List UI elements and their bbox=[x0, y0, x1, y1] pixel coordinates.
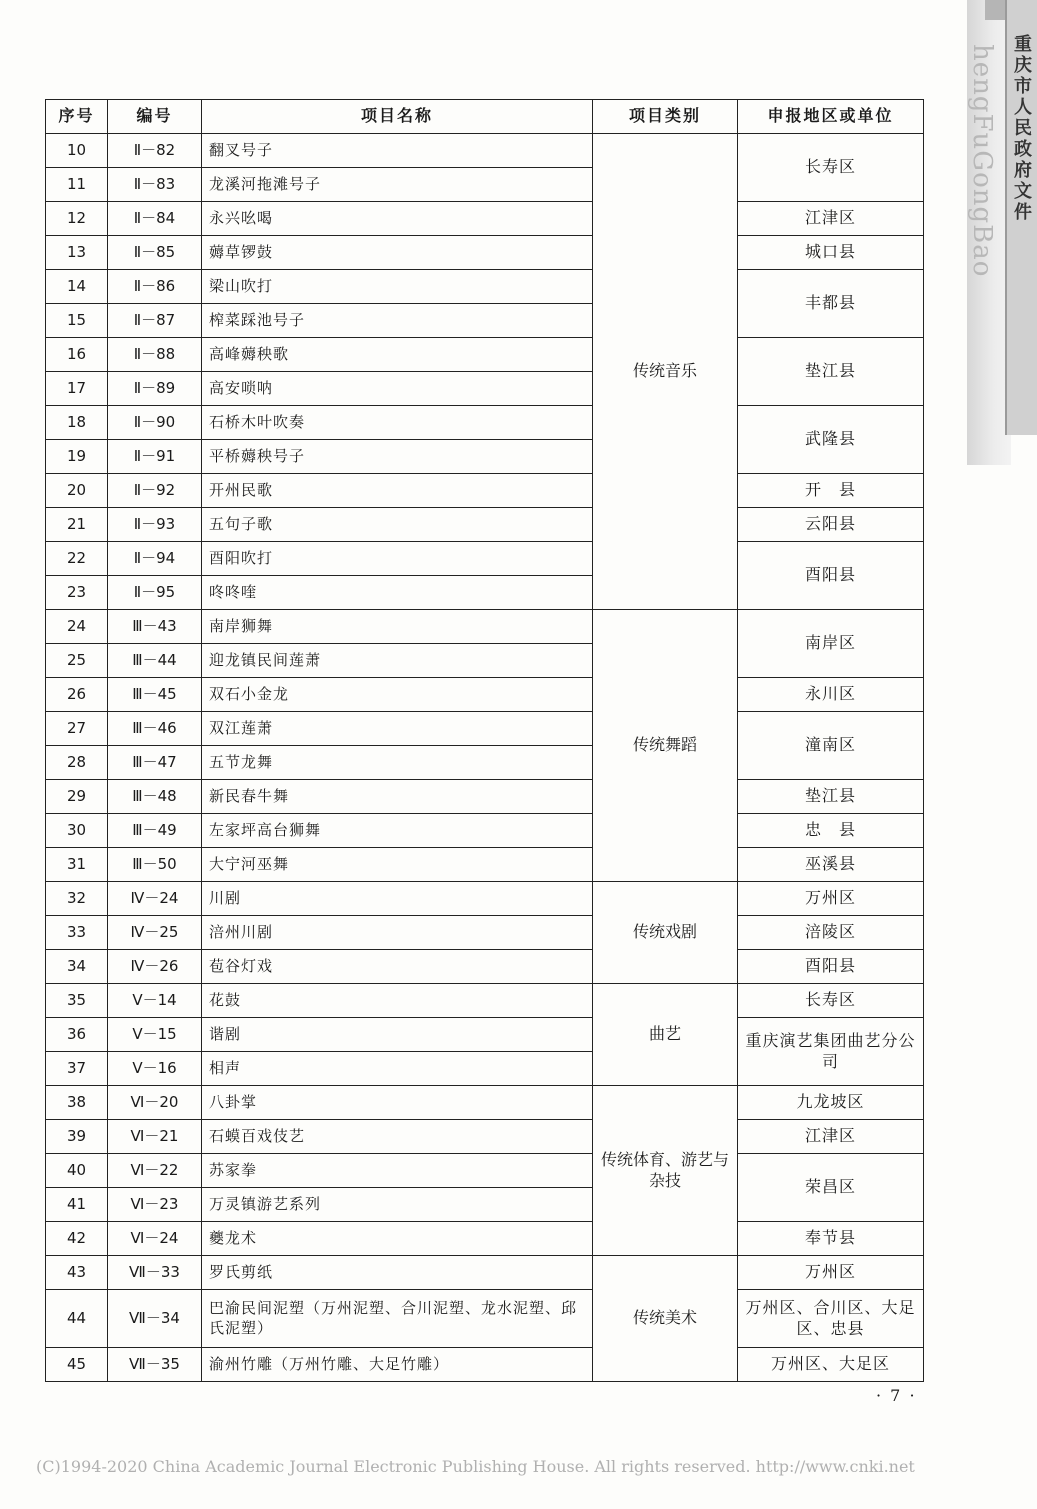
row-code: Ⅶ－34 bbox=[108, 1290, 202, 1348]
row-project-name: 酉阳吹打 bbox=[202, 542, 593, 576]
row-code: Ⅲ－44 bbox=[108, 644, 202, 678]
row-project-name: 罗氏剪纸 bbox=[202, 1256, 593, 1290]
row-region: 长寿区 bbox=[738, 984, 924, 1018]
row-serial: 38 bbox=[46, 1086, 108, 1120]
table-row bbox=[46, 508, 924, 542]
row-serial: 40 bbox=[46, 1154, 108, 1188]
table-row bbox=[46, 848, 924, 882]
row-project-name: 川剧 bbox=[202, 882, 593, 916]
row-region: 巫溪县 bbox=[738, 848, 924, 882]
row-project-name: 榨菜踩池号子 bbox=[202, 304, 593, 338]
row-project-name: 相声 bbox=[202, 1052, 593, 1086]
row-code: Ⅱ－87 bbox=[108, 304, 202, 338]
table-row bbox=[46, 610, 924, 644]
row-serial: 11 bbox=[46, 168, 108, 202]
row-serial: 35 bbox=[46, 984, 108, 1018]
row-serial: 17 bbox=[46, 372, 108, 406]
row-project-name: 八卦掌 bbox=[202, 1086, 593, 1120]
row-project-name: 五句子歌 bbox=[202, 508, 593, 542]
row-serial: 25 bbox=[46, 644, 108, 678]
row-region: 潼南区 bbox=[738, 712, 924, 780]
row-region: 垫江县 bbox=[738, 338, 924, 406]
row-region: 长寿区 bbox=[738, 134, 924, 202]
table-row bbox=[46, 1086, 924, 1120]
side-tab-chinese-title: 重庆市人民政府文件 bbox=[1011, 34, 1032, 223]
row-region: 江津区 bbox=[738, 1120, 924, 1154]
row-code: Ⅲ－43 bbox=[108, 610, 202, 644]
row-code: Ⅲ－48 bbox=[108, 780, 202, 814]
table-row bbox=[46, 1348, 924, 1382]
row-project-name: 花鼓 bbox=[202, 984, 593, 1018]
table-row bbox=[46, 984, 924, 1018]
row-code: Ⅲ－47 bbox=[108, 746, 202, 780]
row-serial: 39 bbox=[46, 1120, 108, 1154]
row-project-name: 咚咚喹 bbox=[202, 576, 593, 610]
row-code: Ⅵ－20 bbox=[108, 1086, 202, 1120]
row-code: Ⅶ－33 bbox=[108, 1256, 202, 1290]
row-region: 云阳县 bbox=[738, 508, 924, 542]
row-project-name: 左家坪高台狮舞 bbox=[202, 814, 593, 848]
row-serial: 32 bbox=[46, 882, 108, 916]
table-row bbox=[46, 134, 924, 168]
row-code: Ⅱ－90 bbox=[108, 406, 202, 440]
row-code: Ⅲ－45 bbox=[108, 678, 202, 712]
row-serial: 15 bbox=[46, 304, 108, 338]
table-row bbox=[46, 338, 924, 372]
table-row bbox=[46, 202, 924, 236]
table-row bbox=[46, 1018, 924, 1052]
row-project-name: 永兴吆喝 bbox=[202, 202, 593, 236]
row-code: Ⅴ－15 bbox=[108, 1018, 202, 1052]
row-project-name: 双石小金龙 bbox=[202, 678, 593, 712]
row-serial: 23 bbox=[46, 576, 108, 610]
row-code: Ⅱ－95 bbox=[108, 576, 202, 610]
row-region: 万州区 bbox=[738, 1256, 924, 1290]
row-serial: 30 bbox=[46, 814, 108, 848]
row-code: Ⅵ－22 bbox=[108, 1154, 202, 1188]
header-project-name: 项目名称 bbox=[202, 100, 593, 134]
row-code: Ⅱ－93 bbox=[108, 508, 202, 542]
row-serial: 36 bbox=[46, 1018, 108, 1052]
row-code: Ⅲ－50 bbox=[108, 848, 202, 882]
row-code: Ⅳ－25 bbox=[108, 916, 202, 950]
row-serial: 12 bbox=[46, 202, 108, 236]
row-project-name: 石桥木叶吹奏 bbox=[202, 406, 593, 440]
row-project-name: 薅草锣鼓 bbox=[202, 236, 593, 270]
row-serial: 26 bbox=[46, 678, 108, 712]
row-project-name: 苞谷灯戏 bbox=[202, 950, 593, 984]
row-serial: 13 bbox=[46, 236, 108, 270]
table-row bbox=[46, 1290, 924, 1348]
side-tab bbox=[957, 0, 1037, 465]
row-project-name: 南岸狮舞 bbox=[202, 610, 593, 644]
row-project-name: 巴渝民间泥塑（万州泥塑、合川泥塑、龙水泥塑、邱氏泥塑） bbox=[202, 1290, 593, 1348]
row-code: Ⅲ－46 bbox=[108, 712, 202, 746]
row-region: 万州区、大足区 bbox=[738, 1348, 924, 1382]
table-row bbox=[46, 1154, 924, 1188]
row-region: 荣昌区 bbox=[738, 1154, 924, 1222]
row-project-name: 石蟆百戏伎艺 bbox=[202, 1120, 593, 1154]
page-number: · 7 · bbox=[876, 1386, 917, 1405]
row-code: Ⅱ－88 bbox=[108, 338, 202, 372]
row-project-name: 高峰薅秧歌 bbox=[202, 338, 593, 372]
row-region: 酉阳县 bbox=[738, 542, 924, 610]
table-row bbox=[46, 1256, 924, 1290]
row-category: 传统美术 bbox=[593, 1256, 738, 1382]
row-region: 开 县 bbox=[738, 474, 924, 508]
row-serial: 27 bbox=[46, 712, 108, 746]
row-project-name: 涪州川剧 bbox=[202, 916, 593, 950]
row-code: Ⅳ－26 bbox=[108, 950, 202, 984]
heritage-table bbox=[45, 99, 924, 1382]
header-region: 申报地区或单位 bbox=[738, 100, 924, 134]
row-project-name: 高安唢呐 bbox=[202, 372, 593, 406]
row-region: 九龙坡区 bbox=[738, 1086, 924, 1120]
row-project-name: 谐剧 bbox=[202, 1018, 593, 1052]
header-category: 项目类别 bbox=[593, 100, 738, 134]
row-serial: 21 bbox=[46, 508, 108, 542]
row-serial: 34 bbox=[46, 950, 108, 984]
row-code: Ⅴ－16 bbox=[108, 1052, 202, 1086]
row-serial: 10 bbox=[46, 134, 108, 168]
row-serial: 18 bbox=[46, 406, 108, 440]
row-project-name: 万灵镇游艺系列 bbox=[202, 1188, 593, 1222]
row-code: Ⅱ－92 bbox=[108, 474, 202, 508]
row-serial: 42 bbox=[46, 1222, 108, 1256]
row-region: 永川区 bbox=[738, 678, 924, 712]
row-code: Ⅱ－85 bbox=[108, 236, 202, 270]
row-code: Ⅱ－84 bbox=[108, 202, 202, 236]
row-project-name: 新民春牛舞 bbox=[202, 780, 593, 814]
row-project-name: 双江莲萧 bbox=[202, 712, 593, 746]
row-project-name: 梁山吹打 bbox=[202, 270, 593, 304]
table-row bbox=[46, 814, 924, 848]
row-code: Ⅴ－14 bbox=[108, 984, 202, 1018]
row-region: 武隆县 bbox=[738, 406, 924, 474]
table-row bbox=[46, 236, 924, 270]
table-row bbox=[46, 1120, 924, 1154]
row-region: 江津区 bbox=[738, 202, 924, 236]
table-row bbox=[46, 542, 924, 576]
row-code: Ⅲ－49 bbox=[108, 814, 202, 848]
row-serial: 28 bbox=[46, 746, 108, 780]
header-serial: 序号 bbox=[46, 100, 108, 134]
row-category: 曲艺 bbox=[593, 984, 738, 1086]
table-row bbox=[46, 712, 924, 746]
row-project-name: 平桥薅秧号子 bbox=[202, 440, 593, 474]
row-region: 万州区、合川区、大足区、忠县 bbox=[738, 1290, 924, 1348]
row-code: Ⅱ－83 bbox=[108, 168, 202, 202]
row-project-name: 苏家拳 bbox=[202, 1154, 593, 1188]
side-tab-notch bbox=[985, 0, 1007, 20]
row-region: 酉阳县 bbox=[738, 950, 924, 984]
row-project-name: 翻叉号子 bbox=[202, 134, 593, 168]
row-serial: 22 bbox=[46, 542, 108, 576]
row-category: 传统体育、游艺与杂技 bbox=[593, 1086, 738, 1256]
table-row bbox=[46, 916, 924, 950]
row-serial: 31 bbox=[46, 848, 108, 882]
row-serial: 45 bbox=[46, 1348, 108, 1382]
row-category: 传统音乐 bbox=[593, 134, 738, 610]
row-code: Ⅱ－82 bbox=[108, 134, 202, 168]
row-region: 忠 县 bbox=[738, 814, 924, 848]
row-region: 丰都县 bbox=[738, 270, 924, 338]
row-project-name: 开州民歌 bbox=[202, 474, 593, 508]
table-body bbox=[46, 134, 924, 1382]
row-serial: 20 bbox=[46, 474, 108, 508]
row-category: 传统舞蹈 bbox=[593, 610, 738, 882]
table-header-row bbox=[46, 100, 924, 134]
row-serial: 41 bbox=[46, 1188, 108, 1222]
row-region: 城口县 bbox=[738, 236, 924, 270]
row-region: 涪陵区 bbox=[738, 916, 924, 950]
row-serial: 44 bbox=[46, 1290, 108, 1348]
table-row bbox=[46, 406, 924, 440]
row-project-name: 大宁河巫舞 bbox=[202, 848, 593, 882]
row-code: Ⅱ－86 bbox=[108, 270, 202, 304]
row-code: Ⅵ－21 bbox=[108, 1120, 202, 1154]
row-serial: 16 bbox=[46, 338, 108, 372]
copyright-notice: (C)1994-2020 China Academic Journal Electronic Publishing House. All rights reserved. http://www.cnki.net bbox=[36, 1457, 915, 1476]
row-serial: 14 bbox=[46, 270, 108, 304]
row-serial: 19 bbox=[46, 440, 108, 474]
table-row bbox=[46, 678, 924, 712]
row-serial: 24 bbox=[46, 610, 108, 644]
row-code: Ⅱ－91 bbox=[108, 440, 202, 474]
side-tab-english-title: hengFuGongBao bbox=[967, 44, 997, 278]
row-serial: 37 bbox=[46, 1052, 108, 1086]
table-row bbox=[46, 780, 924, 814]
row-serial: 29 bbox=[46, 780, 108, 814]
row-code: Ⅱ－94 bbox=[108, 542, 202, 576]
row-project-name: 龙溪河拖滩号子 bbox=[202, 168, 593, 202]
row-region: 万州区 bbox=[738, 882, 924, 916]
table-row bbox=[46, 882, 924, 916]
row-serial: 43 bbox=[46, 1256, 108, 1290]
row-project-name: 夔龙术 bbox=[202, 1222, 593, 1256]
row-code: Ⅵ－23 bbox=[108, 1188, 202, 1222]
row-region: 奉节县 bbox=[738, 1222, 924, 1256]
table-row bbox=[46, 1222, 924, 1256]
row-region: 重庆演艺集团曲艺分公司 bbox=[738, 1018, 924, 1086]
row-region: 垫江县 bbox=[738, 780, 924, 814]
row-code: Ⅵ－24 bbox=[108, 1222, 202, 1256]
table-row bbox=[46, 474, 924, 508]
row-code: Ⅳ－24 bbox=[108, 882, 202, 916]
table-row bbox=[46, 270, 924, 304]
row-project-name: 五节龙舞 bbox=[202, 746, 593, 780]
row-code: Ⅶ－35 bbox=[108, 1348, 202, 1382]
row-category: 传统戏剧 bbox=[593, 882, 738, 984]
header-code: 编号 bbox=[108, 100, 202, 134]
row-project-name: 迎龙镇民间莲萧 bbox=[202, 644, 593, 678]
row-serial: 33 bbox=[46, 916, 108, 950]
table-row bbox=[46, 950, 924, 984]
row-region: 南岸区 bbox=[738, 610, 924, 678]
row-project-name: 渝州竹雕（万州竹雕、大足竹雕） bbox=[202, 1348, 593, 1382]
row-code: Ⅱ－89 bbox=[108, 372, 202, 406]
